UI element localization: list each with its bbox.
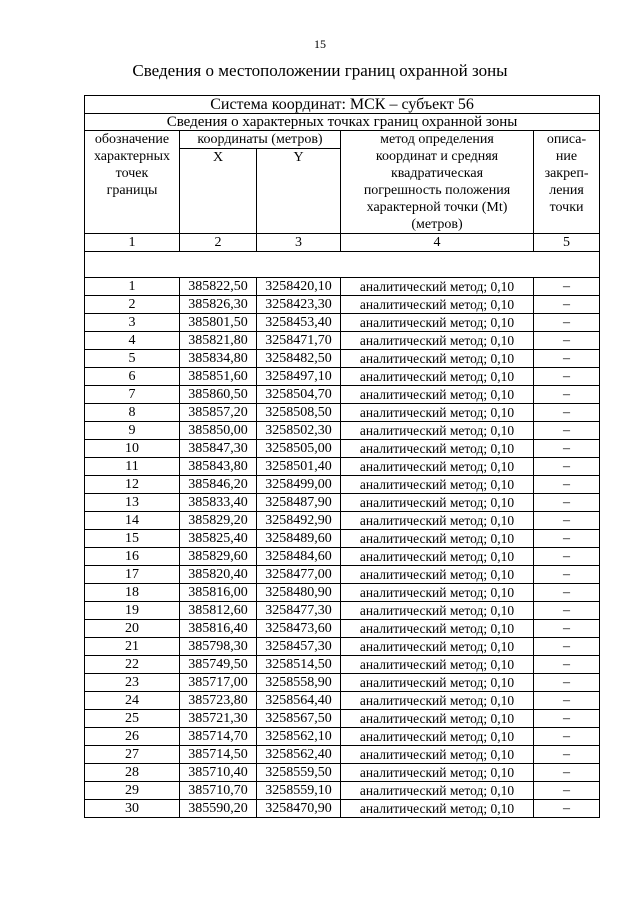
method-value: аналитический метод; 0,10 <box>341 638 534 656</box>
table-row <box>85 566 600 584</box>
method-value: аналитический метод; 0,10 <box>341 620 534 638</box>
y-coordinate: 3258477,00 <box>257 566 341 584</box>
y-coordinate: 3258487,90 <box>257 494 341 512</box>
document-title: Сведения о местоположении границ охранной зоны <box>132 61 508 80</box>
description-value: – <box>534 512 600 530</box>
point-number: 8 <box>85 404 180 422</box>
x-coordinate: 385801,50 <box>180 314 257 332</box>
y-coordinate: 3258502,30 <box>257 422 341 440</box>
page-number: 15 <box>314 37 326 51</box>
description-value: – <box>534 278 600 296</box>
table-row <box>85 800 600 818</box>
method-value: аналитический метод; 0,10 <box>341 494 534 512</box>
description-value: – <box>534 692 600 710</box>
description-value: – <box>534 620 600 638</box>
x-coordinate: 385826,30 <box>180 296 257 314</box>
table-row <box>85 692 600 710</box>
description-value: – <box>534 350 600 368</box>
description-value: – <box>534 674 600 692</box>
description-value: – <box>534 566 600 584</box>
coordinates-header: координаты (метров) <box>180 131 341 149</box>
x-coordinate: 385834,80 <box>180 350 257 368</box>
boundary-points-table <box>84 95 600 818</box>
point-number: 14 <box>85 512 180 530</box>
point-number: 12 <box>85 476 180 494</box>
method-value: аналитический метод; 0,10 <box>341 404 534 422</box>
method-value: аналитический метод; 0,10 <box>341 782 534 800</box>
table-row <box>85 314 600 332</box>
table-subtitle: Сведения о характерных точках границ охранной зоны <box>85 114 600 131</box>
method-value: аналитический метод; 0,10 <box>341 458 534 476</box>
description-value: – <box>534 548 600 566</box>
y-coordinate: 3258564,40 <box>257 692 341 710</box>
table-row <box>85 782 600 800</box>
method-value: аналитический метод; 0,10 <box>341 656 534 674</box>
table-row <box>85 386 600 404</box>
description-value: – <box>534 332 600 350</box>
x-coordinate: 385829,20 <box>180 512 257 530</box>
method-value: аналитический метод; 0,10 <box>341 476 534 494</box>
y-coordinate: 3258505,00 <box>257 440 341 458</box>
description-value: – <box>534 494 600 512</box>
x-coordinate: 385850,00 <box>180 422 257 440</box>
y-coordinate: 3258501,40 <box>257 458 341 476</box>
point-number: 26 <box>85 728 180 746</box>
table-row <box>85 620 600 638</box>
x-coordinate: 385721,30 <box>180 710 257 728</box>
table-row <box>85 494 600 512</box>
description-value: – <box>534 296 600 314</box>
y-coordinate: 3258484,60 <box>257 548 341 566</box>
y-header: Y <box>257 149 341 234</box>
y-coordinate: 3258497,10 <box>257 368 341 386</box>
x-coordinate: 385590,20 <box>180 800 257 818</box>
description-value: – <box>534 440 600 458</box>
column-number: 3 <box>257 234 341 252</box>
point-number: 30 <box>85 800 180 818</box>
description-header: описа- ние закреп- ления точки <box>534 131 600 234</box>
column-number: 1 <box>85 234 180 252</box>
y-coordinate: 3258457,30 <box>257 638 341 656</box>
x-coordinate: 385846,20 <box>180 476 257 494</box>
x-coordinate: 385820,40 <box>180 566 257 584</box>
description-value: – <box>534 638 600 656</box>
table-row <box>85 350 600 368</box>
point-number: 15 <box>85 530 180 548</box>
table-row <box>85 404 600 422</box>
point-number: 22 <box>85 656 180 674</box>
x-coordinate: 385717,00 <box>180 674 257 692</box>
designation-header: обозначение характерных точек границы <box>85 131 180 234</box>
method-value: аналитический метод; 0,10 <box>341 548 534 566</box>
point-number: 27 <box>85 746 180 764</box>
description-value: – <box>534 728 600 746</box>
y-coordinate: 3258489,60 <box>257 530 341 548</box>
point-number: 24 <box>85 692 180 710</box>
x-coordinate: 385829,60 <box>180 548 257 566</box>
description-value: – <box>534 602 600 620</box>
description-value: – <box>534 314 600 332</box>
description-value: – <box>534 422 600 440</box>
y-coordinate: 3258567,50 <box>257 710 341 728</box>
x-coordinate: 385816,40 <box>180 620 257 638</box>
point-number: 17 <box>85 566 180 584</box>
table-row <box>85 332 600 350</box>
method-value: аналитический метод; 0,10 <box>341 746 534 764</box>
point-number: 23 <box>85 674 180 692</box>
point-number: 10 <box>85 440 180 458</box>
column-number: 2 <box>180 234 257 252</box>
method-value: аналитический метод; 0,10 <box>341 314 534 332</box>
x-coordinate: 385860,50 <box>180 386 257 404</box>
method-value: аналитический метод; 0,10 <box>341 440 534 458</box>
method-value: аналитический метод; 0,10 <box>341 764 534 782</box>
x-coordinate: 385822,50 <box>180 278 257 296</box>
y-coordinate: 3258559,10 <box>257 782 341 800</box>
point-number: 11 <box>85 458 180 476</box>
point-number: 1 <box>85 278 180 296</box>
point-number: 5 <box>85 350 180 368</box>
point-number: 21 <box>85 638 180 656</box>
method-value: аналитический метод; 0,10 <box>341 692 534 710</box>
table-row <box>85 476 600 494</box>
description-value: – <box>534 584 600 602</box>
table-row <box>85 764 600 782</box>
y-coordinate: 3258453,40 <box>257 314 341 332</box>
table-row <box>85 530 600 548</box>
table-row <box>85 368 600 386</box>
description-value: – <box>534 386 600 404</box>
x-coordinate: 385833,40 <box>180 494 257 512</box>
method-value: аналитический метод; 0,10 <box>341 530 534 548</box>
coordinate-system-header: Система координат: МСК – субъект 56 <box>85 96 600 114</box>
point-number: 29 <box>85 782 180 800</box>
y-coordinate: 3258562,10 <box>257 728 341 746</box>
description-value: – <box>534 800 600 818</box>
x-coordinate: 385851,60 <box>180 368 257 386</box>
x-coordinate: 385821,80 <box>180 332 257 350</box>
y-coordinate: 3258423,30 <box>257 296 341 314</box>
y-coordinate: 3258504,70 <box>257 386 341 404</box>
description-value: – <box>534 368 600 386</box>
y-coordinate: 3258477,30 <box>257 602 341 620</box>
method-value: аналитический метод; 0,10 <box>341 800 534 818</box>
y-coordinate: 3258420,10 <box>257 278 341 296</box>
description-value: – <box>534 458 600 476</box>
description-value: – <box>534 764 600 782</box>
x-coordinate: 385723,80 <box>180 692 257 710</box>
table-row <box>85 728 600 746</box>
table-row <box>85 656 600 674</box>
x-coordinate: 385816,00 <box>180 584 257 602</box>
method-value: аналитический метод; 0,10 <box>341 278 534 296</box>
method-value: аналитический метод; 0,10 <box>341 602 534 620</box>
table-row <box>85 440 600 458</box>
x-coordinate: 385812,60 <box>180 602 257 620</box>
y-coordinate: 3258482,50 <box>257 350 341 368</box>
table-row <box>85 458 600 476</box>
y-coordinate: 3258473,60 <box>257 620 341 638</box>
point-number: 7 <box>85 386 180 404</box>
table-row <box>85 710 600 728</box>
table-row <box>85 638 600 656</box>
y-coordinate: 3258514,50 <box>257 656 341 674</box>
method-value: аналитический метод; 0,10 <box>341 368 534 386</box>
table-row <box>85 278 600 296</box>
method-value: аналитический метод; 0,10 <box>341 674 534 692</box>
y-coordinate: 3258558,90 <box>257 674 341 692</box>
x-coordinate: 385710,70 <box>180 782 257 800</box>
point-number: 19 <box>85 602 180 620</box>
description-value: – <box>534 656 600 674</box>
y-coordinate: 3258492,90 <box>257 512 341 530</box>
table-row <box>85 296 600 314</box>
x-coordinate: 385843,80 <box>180 458 257 476</box>
point-number: 9 <box>85 422 180 440</box>
description-value: – <box>534 476 600 494</box>
description-value: – <box>534 530 600 548</box>
x-coordinate: 385714,70 <box>180 728 257 746</box>
y-coordinate: 3258499,00 <box>257 476 341 494</box>
description-value: – <box>534 404 600 422</box>
y-coordinate: 3258508,50 <box>257 404 341 422</box>
method-value: аналитический метод; 0,10 <box>341 332 534 350</box>
table-row <box>85 746 600 764</box>
x-coordinate: 385714,50 <box>180 746 257 764</box>
method-value: аналитический метод; 0,10 <box>341 584 534 602</box>
method-value: аналитический метод; 0,10 <box>341 296 534 314</box>
method-value: аналитический метод; 0,10 <box>341 710 534 728</box>
method-value: аналитический метод; 0,10 <box>341 728 534 746</box>
y-coordinate: 3258480,90 <box>257 584 341 602</box>
y-coordinate: 3258559,50 <box>257 764 341 782</box>
x-header: X <box>180 149 257 234</box>
x-coordinate: 385710,40 <box>180 764 257 782</box>
table-row <box>85 512 600 530</box>
point-number: 2 <box>85 296 180 314</box>
description-value: – <box>534 710 600 728</box>
method-value: аналитический метод; 0,10 <box>341 386 534 404</box>
x-coordinate: 385825,40 <box>180 530 257 548</box>
x-coordinate: 385857,20 <box>180 404 257 422</box>
point-number: 3 <box>85 314 180 332</box>
column-number: 5 <box>534 234 600 252</box>
point-number: 25 <box>85 710 180 728</box>
point-number: 20 <box>85 620 180 638</box>
point-number: 13 <box>85 494 180 512</box>
x-coordinate: 385847,30 <box>180 440 257 458</box>
method-value: аналитический метод; 0,10 <box>341 566 534 584</box>
table-row <box>85 602 600 620</box>
y-coordinate: 3258562,40 <box>257 746 341 764</box>
table-row <box>85 674 600 692</box>
method-value: аналитический метод; 0,10 <box>341 350 534 368</box>
table-row <box>85 584 600 602</box>
point-number: 18 <box>85 584 180 602</box>
x-coordinate: 385798,30 <box>180 638 257 656</box>
table-row <box>85 422 600 440</box>
point-number: 4 <box>85 332 180 350</box>
method-header: метод определения координат и средняя квадратическая погрешность положения характерной точки (Mt) (метров) <box>341 131 534 234</box>
point-number: 28 <box>85 764 180 782</box>
point-number: 16 <box>85 548 180 566</box>
method-value: аналитический метод; 0,10 <box>341 512 534 530</box>
y-coordinate: 3258470,90 <box>257 800 341 818</box>
x-coordinate: 385749,50 <box>180 656 257 674</box>
table-row <box>85 548 600 566</box>
description-value: – <box>534 782 600 800</box>
description-value: – <box>534 746 600 764</box>
method-value: аналитический метод; 0,10 <box>341 422 534 440</box>
y-coordinate: 3258471,70 <box>257 332 341 350</box>
point-number: 6 <box>85 368 180 386</box>
empty-separator-row <box>85 252 600 278</box>
column-number: 4 <box>341 234 534 252</box>
